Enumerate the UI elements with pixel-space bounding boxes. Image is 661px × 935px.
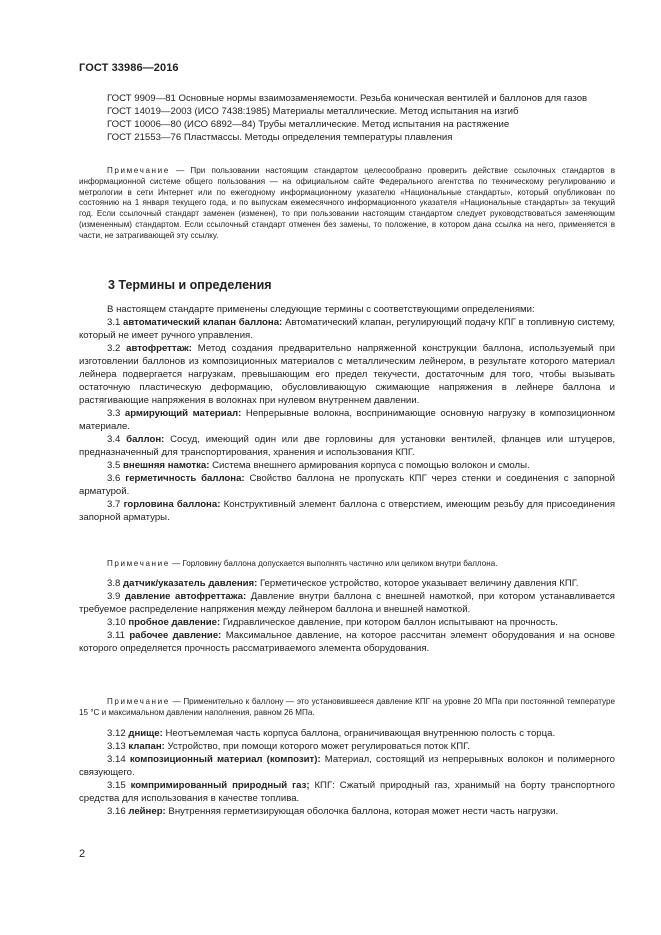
term-entry: 3.5 внешняя намотка: Система внешнего армирования корпуса с помощью волокон и смолы. bbox=[107, 460, 530, 471]
note-references bbox=[79, 166, 615, 242]
note-text: — При пользовании настоящим стандартом целесообразно проверить действие ссылочных стандартов в информационной системе общего пользования — на официальном сайте Федерального агентства по техническому регулированию и метрологии в сети Интернет или по ежегодному информационному указателю «Национальные стандарты», который опубликован по состоянию на 1 января текущего года, и по выпускам ежемесячного информационного указателя «Национальные стандарты» за текущий год. Если ссылочный стандарт заменен (изменен), то при пользовании настоящим стандартом следует руководствоваться заменяющим (измененным) стандартом. Если ссылочный стандарт отменен без замены, то положение, в котором дана ссылка на него, применяется в части, не затрагивающей эту ссылку. bbox=[79, 166, 615, 240]
reference-item: ГОСТ 14019—2003 (ИСО 7438:1985) Материалы металлические. Метод испытания на изгиб bbox=[107, 106, 519, 117]
reference-item: ГОСТ 10006—80 (ИСО 6892—84) Трубы металлические. Метод испытания на растяжение bbox=[107, 119, 510, 130]
section-title: 3 Термины и определения bbox=[108, 278, 272, 292]
term-entry: 3.9 давление автофреттажа: Давление внутри баллона с внешней намоткой, при котором устанавливается требуемое распределение напряжения между лейнером баллона и внешней намоткой. bbox=[79, 591, 616, 615]
note-neck bbox=[79, 559, 615, 570]
terms-block-b bbox=[79, 577, 615, 655]
note-label: Примечание bbox=[107, 559, 170, 568]
reference-item: ГОСТ 21553—76 Пластмассы. Методы определения температуры плавления bbox=[107, 132, 453, 143]
term-entry: 3.7 горловина баллона: Конструктивный элемент баллона с отверстием, имеющим резьбу для присоединения запорной арматуры. bbox=[79, 499, 616, 523]
reference-item: ГОСТ 9909—81 Основные нормы взаимозаменяемости. Резьба коническая вентилей и баллонов для газов bbox=[107, 93, 588, 104]
note-text: — Горловину баллона допускается выполнять частично или целиком внутри баллона. bbox=[172, 559, 498, 568]
document-header: ГОСТ 33986—2016 bbox=[79, 62, 179, 74]
term-entry: 3.2 автофреттаж: Метод создания предварительно напряженной конструкции баллона, используемый при изготовлении баллонов из композиционных материалов с металлическим лейнером, в результате которого материал лейнера подвергается нагрузкам, превышающим его предел текучести, достаточным для того, чтобы вызывать остаточную пластическую деформацию, обусловливающую сжимающие напряжения в лейнере баллона и растягивающие напряжения в волокнах при нулевом внутреннем давлении. bbox=[79, 343, 616, 406]
term-entry: 3.13 клапан: Устройство, при помощи которого может регулироваться поток КПГ. bbox=[107, 741, 470, 752]
term-entry: 3.16 лейнер: Внутренняя герметизирующая оболочка баллона, которая может нести часть нагрузки. bbox=[107, 806, 559, 817]
term-entry: 3.14 композиционный материал (композит): Материал, состоящий из непрерывных волокон и полимерного связующего. bbox=[79, 754, 615, 778]
note-text: — Применительно к баллону — это установившееся давление КПГ на уровне 20 МПа при постоянной температуре 15 °С и максимальном давлении наполнения, равном 26 МПа. bbox=[79, 697, 615, 717]
intro-text: В настоящем стандарте применены следующие термины с соответствующими определениями: bbox=[107, 304, 535, 315]
term-entry: 3.4 баллон: Сосуд, имеющий один или две горловины для установки вентилей, фланцев или штуцеров, предназначенный для транспортирования, хранения и использования КПГ. bbox=[79, 434, 615, 458]
term-entry: 3.11 рабочее давление: Максимальное давление, на которое рассчитан элемент оборудования и на основе которого определяется прочность рассматриваемого элемента оборудования. bbox=[79, 630, 615, 654]
normative-references bbox=[79, 92, 615, 144]
terms-block-a bbox=[79, 303, 615, 524]
term-entry: 3.3 армирующий материал: Непрерывные волокна, воспринимающие основную нагрузку в композиционном материале. bbox=[79, 408, 615, 432]
term-entry: 3.10 пробное давление: Гидравлическое давление, при котором баллон испытывают на прочность. bbox=[107, 617, 558, 628]
term-entry: 3.12 днище: Неотъемлемая часть корпуса баллона, ограничивающая внутреннюю полость с торца. bbox=[107, 728, 556, 739]
note-label: Примечание bbox=[107, 166, 170, 175]
term-entry: 3.15 компримированный природный газ; КПГ: Сжатый природный газ, хранимый на борту транспортного средства для использования в качестве топлива. bbox=[79, 780, 615, 804]
terms-block-c bbox=[79, 727, 615, 818]
note-working-pressure bbox=[79, 697, 615, 719]
term-entry: 3.1 автоматический клапан баллона: Автоматический клапан, регулирующий подачу КПГ в топливную систему, который не имеет ручного управления. bbox=[79, 317, 616, 341]
note-label: Примечание bbox=[107, 697, 170, 706]
page-number: 2 bbox=[79, 848, 86, 860]
term-entry: 3.8 датчик/указатель давления: Герметическое устройство, которое указывает величину давления КПГ. bbox=[107, 578, 579, 589]
term-entry: 3.6 герметичность баллона: Свойство баллона не пропускать КПГ через стенки и соединения с запорной арматурой. bbox=[79, 473, 616, 497]
